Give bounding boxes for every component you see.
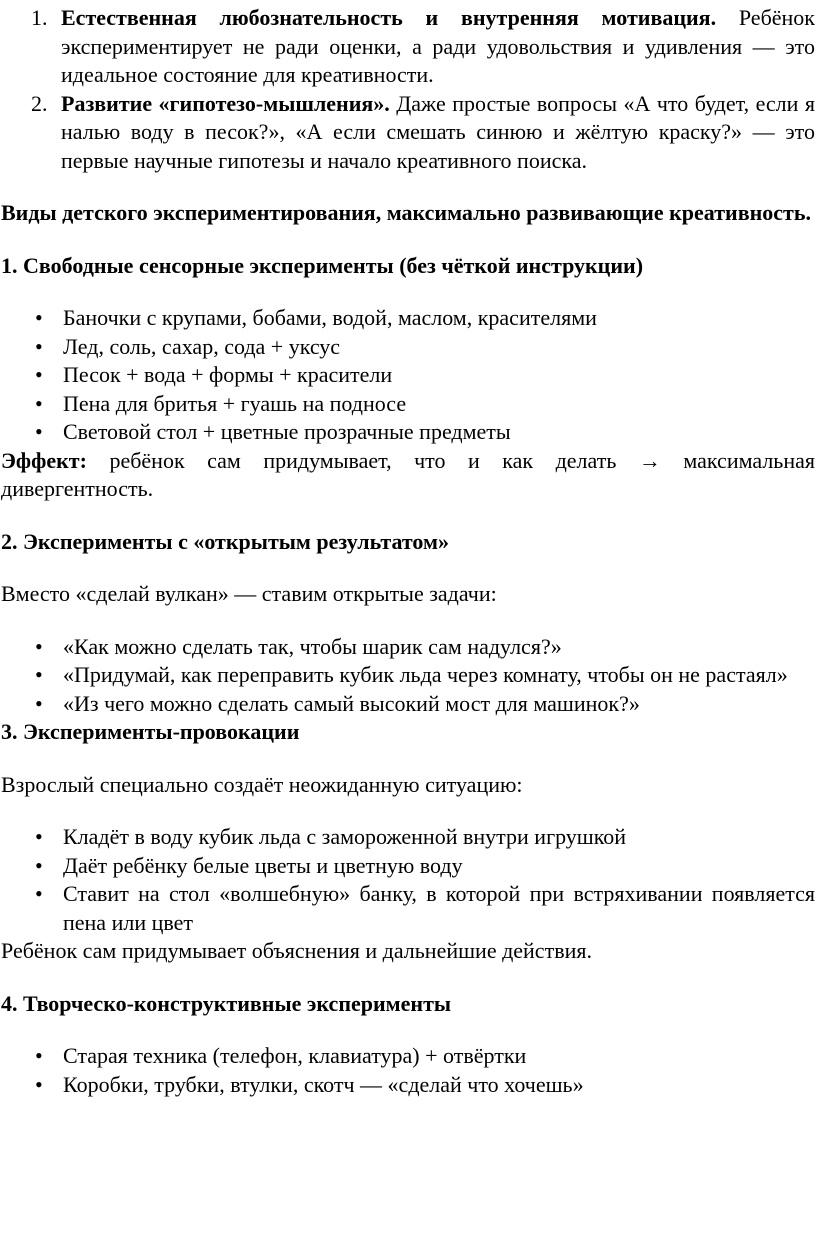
bullet-text: Старая техника (телефон, клавиатура) + отвёртки xyxy=(63,1043,527,1068)
bullet-item xyxy=(35,333,815,362)
section-3-lead: Взрослый специально создаёт неожиданную ситуацию: xyxy=(1,771,523,797)
bullet-text: Даёт ребёнку белые цветы и цветную воду xyxy=(63,852,463,878)
bullet-item xyxy=(35,418,815,447)
bullet-text: «Как можно сделать так, чтобы шарик сам надулся?» xyxy=(63,633,562,659)
section-3-bullet-list xyxy=(1,823,815,937)
bullet-item xyxy=(35,1042,815,1071)
bullet-icon: • xyxy=(35,824,43,849)
bullet-icon: • xyxy=(35,305,43,330)
item-1-body-text: Ребёнок экспериментирует не ради оценки, а ради удовольствия и удивления — это идеальное состояние для креативности. xyxy=(61,5,815,87)
item-2-body-text: Даже простые вопросы «А что будет, если я налью воду в песок?», «А если смешать синюю и жёлтую краску?» — это первые научные гипотезы и начало креативного поиска. xyxy=(61,90,815,173)
bullet-text: Лед, соль, сахар, сода + уксус xyxy=(63,333,341,359)
section-1-heading: 1. Свободные сенсорные эксперименты (без чёткой инструкции) xyxy=(1,252,644,278)
bullet-text: Кладёт в воду кубик льда с замороженной внутри игрушкой xyxy=(63,824,627,849)
bullet-text: Песок + вода + формы + красители xyxy=(63,362,393,387)
bullet-icon: • xyxy=(35,852,43,878)
bullet-item xyxy=(35,661,815,690)
bullet-item xyxy=(35,304,815,333)
section-2-heading: 2. Эксперименты с «открытым результатом» xyxy=(1,528,449,554)
bullet-item xyxy=(35,823,815,852)
item-1-bold-lead: Естественная любознательность и внутренняя мотивация. xyxy=(61,5,717,30)
bullet-text: «Придумай, как переправить кубик льда через комнату, чтобы он не растаял» xyxy=(63,662,788,687)
bullet-item xyxy=(35,1071,815,1100)
bullet-icon: • xyxy=(35,333,43,359)
intro-heading: Виды детского экспериментирования, максимально развивающие креативность. xyxy=(1,200,811,225)
bullet-text: Ставит на стол «волшебную» банку, в которой при встряхивании появляется пена или цвет xyxy=(63,881,815,935)
bullet-icon: • xyxy=(35,419,43,444)
section-3-heading: 3. Эксперименты-провокации xyxy=(1,719,300,744)
bullet-icon: • xyxy=(35,1071,43,1097)
bullet-item xyxy=(35,390,815,419)
bullet-text: «Из чего можно сделать самый высокий мост для машинок?» xyxy=(63,690,640,716)
bullet-icon: • xyxy=(35,390,43,416)
numbered-list xyxy=(1,4,815,175)
bullet-text: Коробки, трубки, втулки, скотч — «сделай что хочешь» xyxy=(63,1071,584,1097)
section-2-bullet-list xyxy=(1,633,815,719)
bullet-icon: • xyxy=(35,1043,43,1068)
bullet-item xyxy=(35,690,815,719)
bullet-text: Световой стол + цветные прозрачные предметы xyxy=(63,419,511,444)
bullet-text: Баночки с крупами, бобами, водой, маслом, красителями xyxy=(63,305,597,330)
effect-text: ребёнок сам придумывает, что и как делать → максимальная дивергентность. xyxy=(1,447,815,501)
bullet-icon: • xyxy=(35,690,43,716)
section-3-note: Ребёнок сам придумывает объяснения и дальнейшие действия. xyxy=(1,938,592,963)
bullet-item xyxy=(35,361,815,390)
bullet-item xyxy=(35,852,815,881)
numbered-item-2 xyxy=(31,90,815,176)
numbered-item-1 xyxy=(31,4,815,90)
bullet-item xyxy=(35,880,815,937)
bullet-icon: • xyxy=(35,362,43,387)
section-2-lead: Вместо «сделай вулкан» — ставим открытые задачи: xyxy=(1,581,497,606)
section-4-bullet-list xyxy=(1,1042,815,1099)
item-2-bold-lead: Развитие «гипотезо-мышления». xyxy=(61,90,390,116)
section-1-bullet-list xyxy=(1,304,815,447)
effect-label: Эффект: xyxy=(1,447,87,473)
bullet-icon: • xyxy=(35,662,43,687)
section-4-heading: 4. Творческо-конструктивные эксперименты xyxy=(1,990,452,1016)
bullet-icon: • xyxy=(35,633,43,659)
section-1-effect-note xyxy=(1,447,815,504)
bullet-item xyxy=(35,633,815,662)
item-2-number: 2. xyxy=(31,90,48,116)
bullet-icon: • xyxy=(35,881,43,906)
item-1-number: 1. xyxy=(31,5,48,30)
bullet-text: Пена для бритья + гуашь на подносе xyxy=(63,390,407,416)
